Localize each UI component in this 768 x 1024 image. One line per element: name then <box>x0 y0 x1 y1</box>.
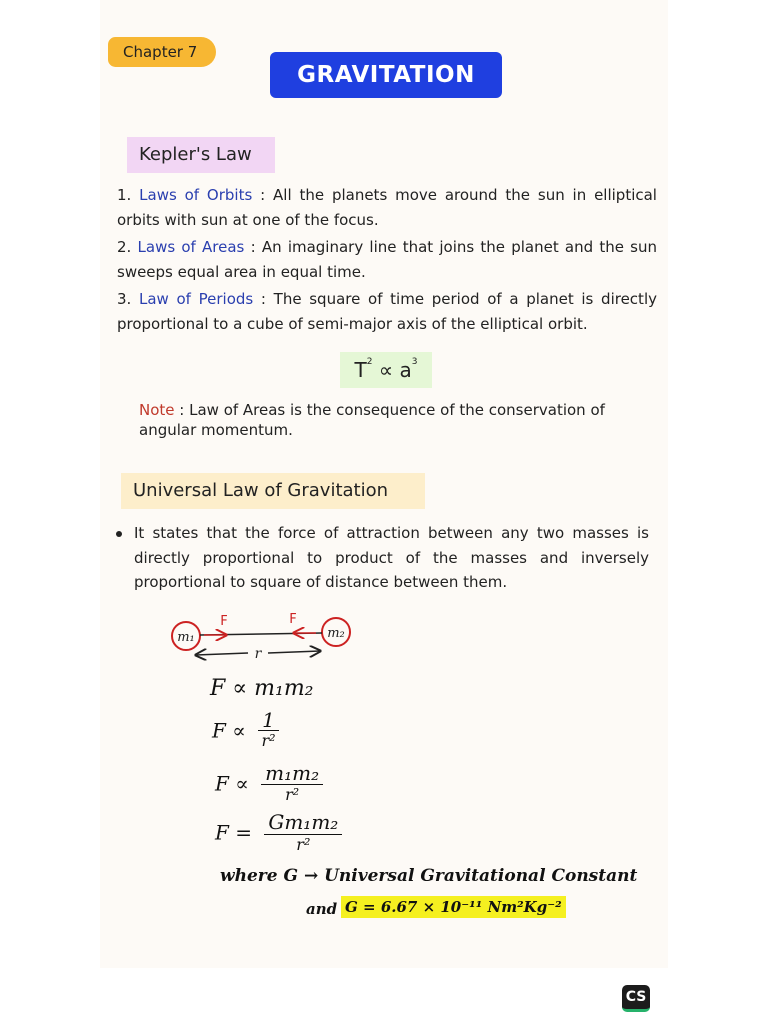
law-number: 2. <box>117 238 132 256</box>
force-diagram <box>160 605 360 667</box>
eq3-lhs: F ∝ <box>215 771 249 796</box>
distance-arrow-right <box>268 651 320 653</box>
law-number: 3. <box>117 290 132 308</box>
eq3-numerator: m₁m₂ <box>261 762 323 785</box>
formula-proportional: ∝ <box>378 358 394 382</box>
kepler-heading: Kepler's Law <box>127 137 275 173</box>
mass-2-label: m₂ <box>327 626 345 641</box>
universal-law-heading: Universal Law of Gravitation <box>121 473 425 509</box>
law-text: An imaginary line that joins the planet and the sun sweeps equal area in equal time. <box>117 238 658 281</box>
law-text: All the planets move around the sun in elliptical orbits with sun at one of the focus. <box>117 186 657 229</box>
note-label: Note <box>139 401 175 419</box>
equation-2 <box>212 710 279 751</box>
g-value-highlight: G = 6.67 × 10⁻¹¹ Nm²Kg⁻² <box>341 896 566 918</box>
eq4-numerator: Gm₁m₂ <box>264 810 342 835</box>
eq4-lhs: F = <box>215 820 252 845</box>
chapter-tab: Chapter 7 <box>108 37 216 67</box>
kepler-law-1 <box>117 183 657 232</box>
law-number: 1. <box>117 186 132 204</box>
eq2-lhs: F ∝ <box>212 718 246 743</box>
force-label-1: F <box>220 614 228 629</box>
law-term: Laws of Areas <box>137 238 245 256</box>
law-term: Law of Periods <box>139 290 254 308</box>
equation-1: F ∝ m₁m₂ <box>210 676 314 701</box>
equation-4 <box>215 810 342 855</box>
bullet-icon <box>116 531 122 537</box>
formula-t: T <box>354 358 367 382</box>
eq2-denominator: r² <box>261 731 276 750</box>
eq2-numerator: 1 <box>258 710 279 731</box>
mass-1-label: m₁ <box>177 630 195 645</box>
note-text: : Law of Areas is the consequence of the conservation of angular momentum. <box>139 401 605 439</box>
eq2-fraction <box>258 710 279 751</box>
law-separator: : <box>252 186 274 204</box>
law-separator: : <box>253 290 274 308</box>
law-text: The square of time period of a planet is directly proportional to a cube of semi-major axis of the elliptical orbit. <box>117 290 657 333</box>
and-word: and <box>306 900 338 918</box>
law-term: Laws of Orbits <box>139 186 253 204</box>
equation-3 <box>215 762 323 805</box>
formula-a-exponent: 3 <box>411 357 418 367</box>
eq4-denominator: r² <box>296 835 311 854</box>
formula-a: a <box>399 358 412 382</box>
eq3-fraction <box>261 762 323 805</box>
camscanner-logo: CS <box>622 985 650 1012</box>
kepler-formula <box>340 352 432 388</box>
formula-t-exponent: 2 <box>366 357 373 367</box>
distance-arrow-left <box>196 653 248 655</box>
force-label-2: F <box>289 612 297 627</box>
kepler-law-2 <box>117 235 657 284</box>
universal-law-statement: It states that the force of attraction between any two masses is directly proportional to product of the masses and inversely proportional to square of distance between them. <box>134 524 649 591</box>
page-title: GRAVITATION <box>270 52 502 98</box>
distance-label: r <box>254 646 262 662</box>
note <box>139 400 653 440</box>
law-separator: : <box>244 238 262 256</box>
eq4-fraction <box>264 810 342 855</box>
eq3-denominator: r² <box>285 785 300 804</box>
constant-definition: where G → Universal Gravitational Constant <box>220 866 638 886</box>
kepler-law-3 <box>117 287 657 336</box>
